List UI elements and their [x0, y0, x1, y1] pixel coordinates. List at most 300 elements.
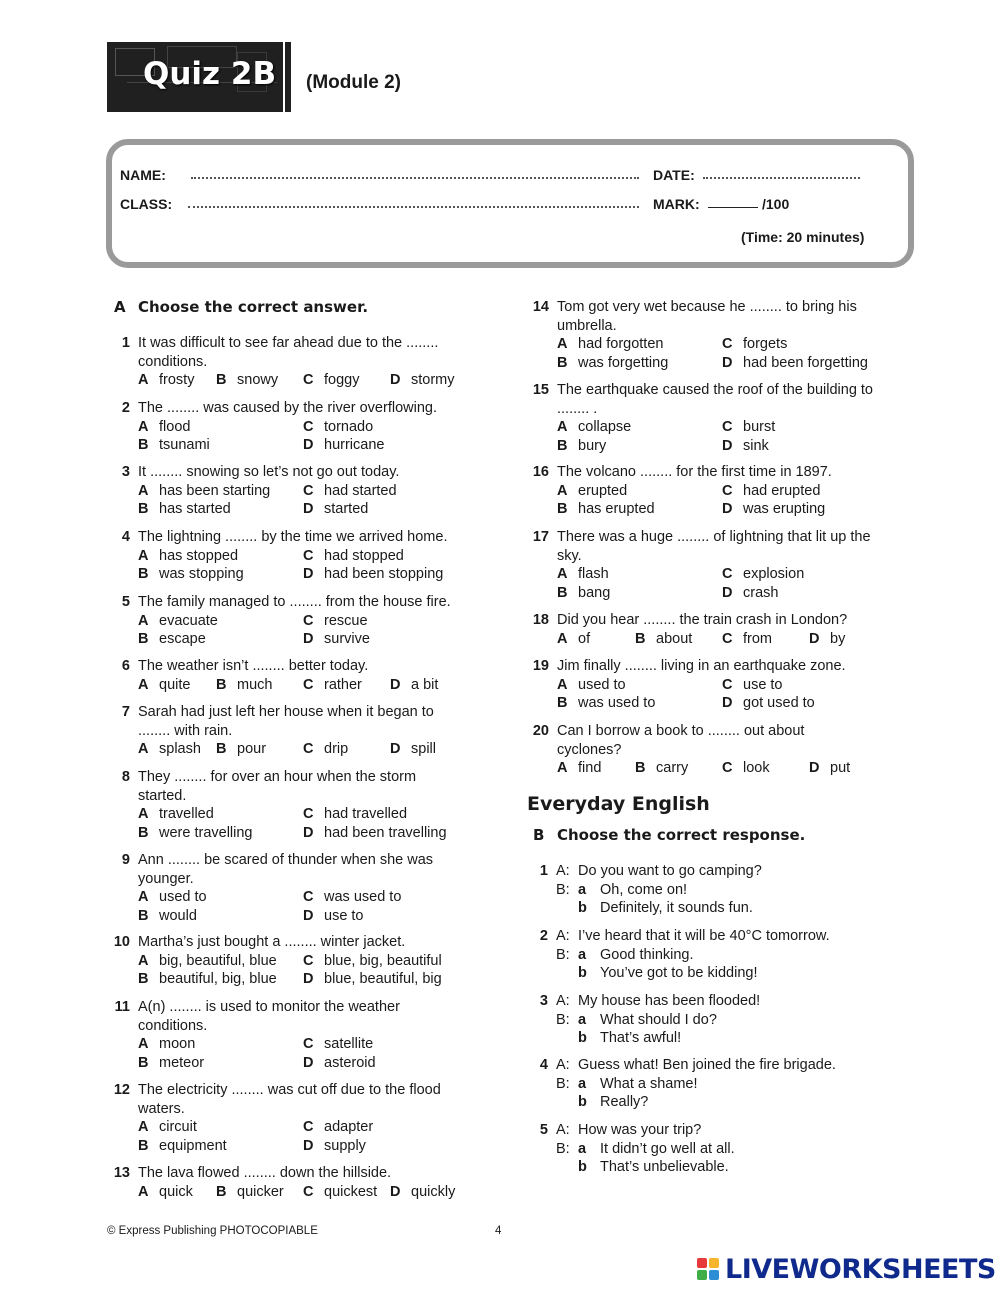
option-d[interactable] — [809, 759, 850, 778]
option-letter: B — [635, 760, 646, 776]
option-c[interactable] — [303, 482, 397, 501]
question-stem: There was a huge ........ of lightning that lit up the sky. — [557, 529, 871, 564]
response-b[interactable] — [556, 1158, 896, 1177]
mark-total: /100 — [762, 196, 790, 212]
option-a[interactable] — [138, 612, 218, 631]
option-text: used to — [578, 676, 626, 693]
option-b[interactable] — [557, 354, 668, 373]
question-stem: Tom got very wet because he ........ to bring his umbrella. — [557, 299, 857, 334]
option-letter: A — [138, 482, 149, 499]
option-a[interactable] — [138, 371, 194, 390]
question-17 — [532, 528, 897, 602]
option-text: had started — [324, 482, 397, 499]
dialogue-number: 5 — [539, 1122, 548, 1138]
option-letter: C — [303, 612, 314, 629]
question-number: 5 — [121, 594, 130, 610]
option-c[interactable] — [303, 547, 404, 566]
option-text: use to — [743, 676, 783, 693]
option-text: was used to — [324, 889, 402, 905]
section-a-title: A Choose the correct answer. — [114, 298, 369, 316]
option-letter: C — [722, 630, 733, 647]
option-text: carry — [656, 760, 689, 776]
option-c[interactable] — [303, 676, 362, 695]
option-d[interactable] — [303, 565, 443, 584]
response-text: Good thinking. — [600, 946, 694, 963]
option-text: was forgetting — [578, 354, 669, 371]
option-c[interactable] — [722, 335, 787, 354]
question-15 — [532, 381, 887, 455]
question-number: 7 — [121, 704, 130, 720]
option-b[interactable] — [138, 970, 277, 989]
option-a[interactable] — [138, 740, 201, 759]
liveworksheets-logo: LIVEWORKSHEETS — [697, 1253, 996, 1285]
option-letter: D — [303, 971, 314, 987]
option-c[interactable] — [722, 759, 770, 778]
option-text: splash — [159, 741, 201, 757]
option-text: had stopped — [324, 547, 404, 564]
option-b[interactable] — [216, 740, 266, 759]
option-text: blue, big, beautiful — [324, 952, 442, 969]
response-text: Definitely, it sounds fun. — [600, 900, 753, 916]
option-b[interactable] — [216, 676, 272, 695]
option-text: bury — [578, 437, 607, 454]
option-b[interactable] — [557, 694, 655, 713]
option-text: circuit — [159, 1119, 197, 1135]
option-d[interactable] — [303, 970, 442, 989]
speaker-a: A: — [556, 1057, 570, 1073]
option-letter: D — [722, 695, 733, 711]
option-a[interactable] — [138, 952, 277, 971]
option-b[interactable] — [216, 371, 278, 390]
option-letter: A — [138, 1119, 149, 1135]
option-text: had erupted — [743, 482, 821, 499]
class-label: CLASS: — [120, 196, 173, 212]
option-letter: D — [303, 1137, 314, 1154]
question-stem: The family managed to ........ from the house fire. — [138, 594, 451, 610]
option-text: evacuate — [159, 612, 218, 629]
response-a[interactable] — [556, 1011, 896, 1030]
option-letter: A — [557, 760, 568, 776]
option-letter: C — [722, 419, 733, 435]
option-letter: C — [303, 741, 314, 757]
option-d[interactable] — [390, 740, 436, 759]
question-number: 2 — [121, 400, 130, 416]
option-b[interactable] — [138, 436, 210, 455]
mark-label: MARK: — [653, 196, 700, 212]
question-16 — [532, 463, 897, 519]
speaker-a: A: — [556, 993, 570, 1009]
option-c[interactable] — [303, 418, 373, 437]
option-letter: B — [557, 437, 568, 454]
option-letter: A — [138, 741, 149, 757]
option-text: find — [578, 760, 602, 776]
quiz-title: Quiz 2B — [143, 56, 277, 92]
option-d[interactable] — [303, 436, 384, 455]
option-a[interactable] — [138, 547, 238, 566]
option-a[interactable] — [557, 759, 601, 778]
option-letter: B — [557, 584, 568, 601]
response-b[interactable] — [556, 899, 896, 918]
option-letter: C — [303, 547, 314, 564]
option-b[interactable] — [216, 1183, 284, 1202]
question-stem: A(n) ........ is used to monitor the weather conditions. — [138, 999, 400, 1034]
option-letter: A — [138, 372, 149, 388]
option-d[interactable] — [303, 824, 447, 843]
question-stem: Sarah had just left her house when it began to ........ with rain. — [138, 704, 434, 739]
option-c[interactable] — [303, 952, 442, 971]
question-stem: The ........ was caused by the river overflowing. — [138, 400, 437, 416]
question-number: 17 — [532, 529, 549, 545]
option-text: was stopping — [159, 566, 244, 582]
option-d[interactable] — [722, 694, 815, 713]
option-a[interactable] — [557, 565, 609, 584]
option-text: flash — [578, 566, 609, 582]
option-d[interactable] — [722, 584, 778, 603]
option-c[interactable] — [303, 740, 348, 759]
question-7 — [121, 703, 468, 759]
dialogue-number: 3 — [539, 993, 548, 1009]
question-10 — [113, 933, 468, 989]
question-stem: The weather isn’t ........ better today. — [138, 658, 369, 674]
prompt-text: Guess what! Ben joined the fire brigade. — [578, 1057, 836, 1073]
option-letter: C — [303, 418, 314, 435]
option-letter: A — [138, 1183, 149, 1200]
option-letter: B — [138, 1137, 149, 1154]
option-letter: A — [138, 889, 149, 905]
question-stem: The electricity ........ was cut off due to the flood waters. — [138, 1082, 441, 1117]
question-stem: Did you hear ........ the train crash in London? — [557, 612, 848, 628]
option-letter: A — [138, 547, 149, 564]
option-text: tornado — [324, 418, 374, 435]
option-text: explosion — [743, 566, 805, 582]
option-b[interactable] — [557, 500, 655, 519]
option-text: quick — [159, 1183, 193, 1200]
option-text: quickest — [324, 1183, 378, 1200]
option-letter: D — [390, 372, 401, 388]
response-a[interactable] — [556, 881, 896, 900]
option-b[interactable] — [138, 500, 231, 519]
option-text: burst — [743, 419, 776, 435]
response-text: You’ve got to be kidding! — [600, 965, 758, 981]
question-number: 9 — [121, 852, 130, 868]
option-d[interactable] — [390, 676, 438, 695]
student-info-box — [106, 139, 914, 268]
option-text: from — [743, 630, 772, 647]
speaker-b: B: — [556, 1140, 570, 1157]
option-c[interactable] — [722, 630, 772, 649]
option-d[interactable] — [722, 354, 868, 373]
question-number: 13 — [113, 1165, 130, 1181]
option-d[interactable] — [303, 500, 368, 519]
option-c[interactable] — [303, 1183, 377, 1202]
response-letter: a — [578, 881, 587, 898]
question-number: 3 — [121, 464, 130, 480]
option-d[interactable] — [303, 907, 364, 926]
option-letter: B — [216, 676, 227, 693]
option-letter: C — [303, 482, 314, 499]
date-field[interactable] — [703, 177, 860, 179]
option-d[interactable] — [722, 437, 769, 456]
response-letter: b — [578, 900, 587, 916]
prompt-text: Do you want to go camping? — [578, 863, 762, 879]
option-b[interactable] — [138, 565, 244, 584]
option-text: has erupted — [578, 501, 655, 517]
option-text: rather — [324, 676, 362, 693]
option-text: had been forgetting — [743, 354, 868, 371]
option-d[interactable] — [303, 1137, 366, 1156]
option-text: spill — [411, 741, 436, 757]
option-letter: D — [303, 1054, 314, 1071]
option-d[interactable] — [303, 630, 370, 649]
response-a[interactable] — [556, 1140, 896, 1159]
option-letter: B — [557, 354, 568, 371]
option-letter: C — [303, 1036, 314, 1052]
option-a[interactable] — [557, 630, 590, 649]
response-a[interactable] — [556, 1075, 896, 1094]
option-letter: B — [138, 907, 149, 924]
question-number: 14 — [532, 299, 549, 315]
option-text: flood — [159, 418, 191, 435]
response-a[interactable] — [556, 946, 896, 965]
question-9 — [121, 851, 468, 925]
option-text: look — [743, 760, 770, 776]
option-letter: D — [303, 501, 314, 517]
module-label: (Module 2) — [306, 72, 401, 93]
option-text: a bit — [411, 676, 439, 693]
option-b[interactable] — [138, 1137, 227, 1156]
quiz-badge — [107, 42, 283, 112]
speaker-b: B: — [556, 1075, 570, 1092]
option-a[interactable] — [557, 335, 663, 354]
response-text: It didn’t go well at all. — [600, 1140, 735, 1157]
question-stem: The volcano ........ for the first time in 1897. — [557, 464, 832, 480]
option-text: quite — [159, 676, 191, 693]
option-d[interactable] — [303, 1054, 376, 1073]
class-field[interactable] — [188, 206, 639, 208]
logo-blocks-icon — [697, 1258, 719, 1280]
option-d[interactable] — [722, 500, 825, 519]
option-letter: B — [216, 741, 227, 757]
option-a[interactable] — [557, 676, 626, 695]
option-letter: C — [722, 482, 733, 499]
option-letter: A — [138, 1036, 149, 1052]
option-letter: D — [722, 354, 733, 371]
name-field[interactable] — [191, 177, 639, 179]
question-stem: Jim finally ........ living in an earthquake zone. — [557, 658, 846, 674]
option-letter: B — [138, 437, 149, 453]
option-text: had forgotten — [578, 336, 664, 352]
option-c[interactable] — [722, 676, 783, 695]
option-letter: D — [722, 501, 733, 517]
option-text: pour — [237, 741, 267, 757]
option-letter: A — [138, 612, 149, 629]
option-letter: C — [722, 566, 733, 582]
speaker-b: B: — [556, 946, 570, 963]
option-text: stormy — [411, 372, 455, 388]
question-19 — [532, 657, 897, 713]
question-number: 4 — [121, 529, 130, 545]
option-letter: D — [303, 631, 314, 647]
option-text: moon — [159, 1036, 196, 1052]
response-text: What should I do? — [600, 1011, 717, 1028]
option-a[interactable] — [138, 676, 190, 695]
option-text: beautiful, big, blue — [159, 971, 277, 987]
option-text: had travelled — [324, 806, 408, 822]
option-b[interactable] — [557, 584, 610, 603]
option-a[interactable] — [138, 888, 207, 907]
option-text: drip — [324, 741, 349, 757]
question-stem: The lightning ........ by the time we arrived home. — [138, 529, 448, 545]
option-text: hurricane — [324, 437, 385, 453]
question-12 — [113, 1081, 468, 1155]
option-a[interactable] — [557, 418, 631, 437]
option-letter: B — [138, 631, 149, 647]
question-stem: Can I borrow a book to ........ out about cyclones? — [557, 723, 805, 758]
option-b[interactable] — [138, 1054, 204, 1073]
option-a[interactable] — [138, 1183, 193, 1202]
option-text: escape — [159, 631, 206, 647]
option-text: crash — [743, 584, 779, 601]
prompt-text: How was your trip? — [578, 1122, 702, 1138]
option-letter: A — [138, 676, 149, 693]
option-b[interactable] — [557, 437, 606, 456]
option-a[interactable] — [138, 418, 190, 437]
option-text: blue, beautiful, big — [324, 971, 442, 987]
question-stem: They ........ for over an hour when the storm started. — [138, 769, 417, 804]
option-letter: C — [303, 806, 314, 822]
option-b[interactable] — [138, 824, 253, 843]
mark-field[interactable] — [708, 207, 758, 208]
response-letter: b — [578, 1094, 587, 1110]
option-letter: B — [138, 1054, 149, 1071]
option-letter: D — [722, 437, 733, 454]
question-13 — [113, 1164, 478, 1201]
option-c[interactable] — [303, 1035, 373, 1054]
question-6 — [121, 657, 468, 694]
question-number: 12 — [113, 1082, 130, 1098]
option-letter: B — [216, 372, 227, 388]
dialogue-number: 2 — [539, 928, 548, 944]
response-b[interactable] — [556, 1093, 896, 1112]
option-text: has stopped — [159, 547, 239, 564]
option-c[interactable] — [722, 565, 804, 584]
option-letter: A — [557, 336, 568, 352]
option-a[interactable] — [138, 805, 214, 824]
question-number: 18 — [532, 612, 549, 628]
response-b[interactable] — [556, 964, 896, 983]
option-text: of — [578, 630, 591, 647]
response-b[interactable] — [556, 1029, 896, 1048]
option-letter: D — [390, 741, 401, 757]
response-text: What a shame! — [600, 1075, 698, 1092]
option-text: would — [159, 907, 197, 924]
question-20 — [532, 722, 857, 778]
option-letter: C — [722, 336, 733, 352]
option-d[interactable] — [809, 630, 845, 649]
question-4 — [121, 528, 478, 584]
option-text: satellite — [324, 1036, 374, 1052]
option-letter: D — [390, 1183, 401, 1200]
question-stem: It was difficult to see far ahead due to the ........ conditions. — [138, 335, 439, 370]
option-letter: C — [722, 760, 733, 776]
option-c[interactable] — [722, 482, 820, 501]
option-text: foggy — [324, 372, 360, 388]
question-18 — [532, 611, 897, 648]
option-letter: B — [138, 501, 149, 517]
option-text: supply — [324, 1137, 366, 1154]
question-5 — [121, 593, 478, 649]
response-letter: b — [578, 1030, 587, 1046]
response-letter: b — [578, 1159, 587, 1175]
option-b[interactable] — [635, 630, 692, 649]
option-letter: D — [809, 760, 820, 776]
question-14 — [532, 298, 897, 372]
option-letter: B — [216, 1183, 227, 1200]
option-text: put — [830, 760, 851, 776]
option-letter: B — [138, 566, 149, 582]
option-c[interactable] — [303, 1118, 373, 1137]
dialogue-1 — [539, 862, 896, 918]
option-letter: D — [390, 676, 401, 693]
option-a[interactable] — [138, 1035, 195, 1054]
option-c[interactable] — [303, 805, 407, 824]
option-text: asteroid — [324, 1054, 376, 1071]
option-text: was used to — [578, 695, 656, 711]
option-text: frosty — [159, 372, 195, 388]
option-b[interactable] — [138, 907, 197, 926]
option-text: about — [656, 630, 693, 647]
question-1 — [121, 334, 468, 390]
option-text: had been travelling — [324, 824, 447, 841]
option-d[interactable] — [390, 1183, 455, 1202]
option-letter: C — [303, 889, 314, 905]
option-a[interactable] — [557, 482, 627, 501]
speaker-a: A: — [556, 1122, 570, 1138]
option-d[interactable] — [390, 371, 455, 390]
option-a[interactable] — [138, 482, 270, 501]
option-text: were travelling — [159, 824, 253, 841]
option-text: use to — [324, 907, 364, 924]
option-a[interactable] — [138, 1118, 197, 1137]
option-b[interactable] — [138, 630, 206, 649]
dialogue-4 — [539, 1056, 896, 1112]
speaker-b: B: — [556, 881, 570, 898]
copyright: © Express Publishing PHOTOCOPIABLE — [107, 1225, 318, 1237]
response-letter: a — [578, 946, 587, 963]
speaker-a: A: — [556, 928, 570, 944]
question-11 — [114, 998, 438, 1072]
option-c[interactable] — [303, 612, 368, 631]
response-text: Really? — [600, 1094, 649, 1110]
option-c[interactable] — [722, 418, 775, 437]
option-letter: D — [809, 630, 820, 647]
option-text: erupted — [578, 482, 628, 499]
option-letter: C — [303, 372, 314, 388]
response-letter: a — [578, 1075, 587, 1092]
date-label: DATE: — [653, 167, 695, 183]
option-text: used to — [159, 889, 207, 905]
option-b[interactable] — [635, 759, 688, 778]
question-8 — [121, 768, 448, 842]
question-stem: The earthquake caused the roof of the building to ........ . — [557, 382, 873, 417]
option-text: was erupting — [743, 501, 826, 517]
option-c[interactable] — [303, 371, 359, 390]
speaker-a: A: — [556, 863, 570, 879]
option-letter: B — [557, 695, 568, 711]
option-text: sink — [743, 437, 769, 454]
option-letter: D — [303, 907, 314, 924]
option-c[interactable] — [303, 888, 401, 907]
